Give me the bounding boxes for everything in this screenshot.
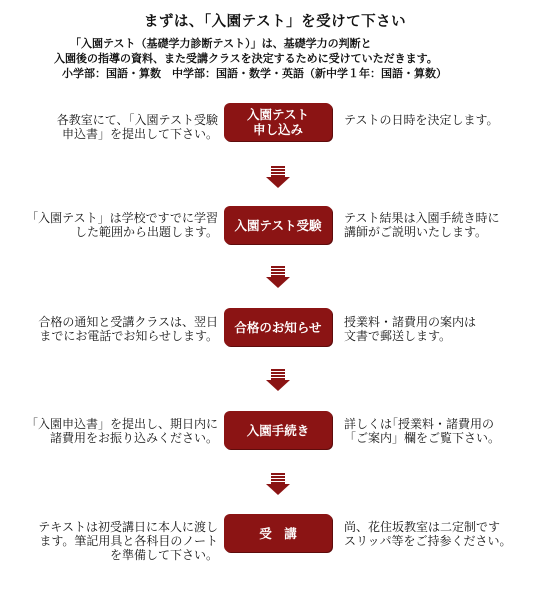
step-2-box — [224, 206, 332, 244]
step-1-right-note: テストの日時を決定します。 — [344, 113, 499, 127]
step-3-right-note: 授業料・諸費用の案内は 文書で郵送します。 — [344, 315, 477, 343]
intro-line-2: 入園後の指導の資料、また受講クラスを決定するために受けていただきます。 — [54, 52, 438, 65]
step-3-box — [224, 308, 332, 346]
step-2-label: 入園テスト受験 — [234, 217, 322, 233]
step-1-label: 入園テスト 申し込み — [246, 107, 309, 137]
intro-line-1: 「入園テスト（基礎学力診断テスト）」は、基礎学力の判断と — [70, 37, 372, 50]
step-5-left-note: テキストは初受講日に本人に渡し ます。筆記用具と各科目のノート を準備して下さい。 — [38, 520, 218, 562]
step-5-label: 受 講 — [259, 525, 297, 541]
step-5-box — [224, 514, 332, 552]
intro-line-3: 小学部：国語・算数 中学部：国語・数学・英語（新中学１年：国語・算数） — [62, 67, 447, 80]
step-4-right-note: 詳しくは｢授業料・諸費用の 「ご案内」欄をご覧下さい。 — [344, 417, 501, 445]
step-4-label: 入園手続き — [246, 422, 310, 438]
down-arrow-icon — [266, 369, 290, 391]
step-3-left-note: 合格の通知と受講クラスは、翌日 までにお電話でお知らせします。 — [38, 315, 218, 343]
step-2-right-note: テスト結果は入園手続き時に 講師がご説明いたします。 — [344, 211, 500, 239]
down-arrow-icon — [266, 166, 290, 188]
step-1-box — [224, 103, 332, 141]
step-4-box — [224, 411, 332, 449]
down-arrow-icon — [266, 473, 290, 495]
step-3-label: 合格のお知らせ — [234, 319, 322, 335]
step-4-left-note: 「入園申込書」を提出し、期日内に 諸費用をお振り込みください。 — [25, 417, 218, 445]
step-1-left-note: 各教室にて、「入園テスト受験 申込書」を提出して下さい。 — [56, 113, 218, 141]
down-arrow-icon — [266, 266, 290, 288]
step-2-left-note: 「入園テスト」は学校ですでに学習 した範囲から出題します。 — [26, 211, 218, 239]
step-5-right-note: 尚、花住坂教室は二定制です スリッパ等をご持参ください。 — [344, 520, 512, 548]
page-title: まずは、「入園テスト」を受けて下さい — [143, 14, 407, 30]
